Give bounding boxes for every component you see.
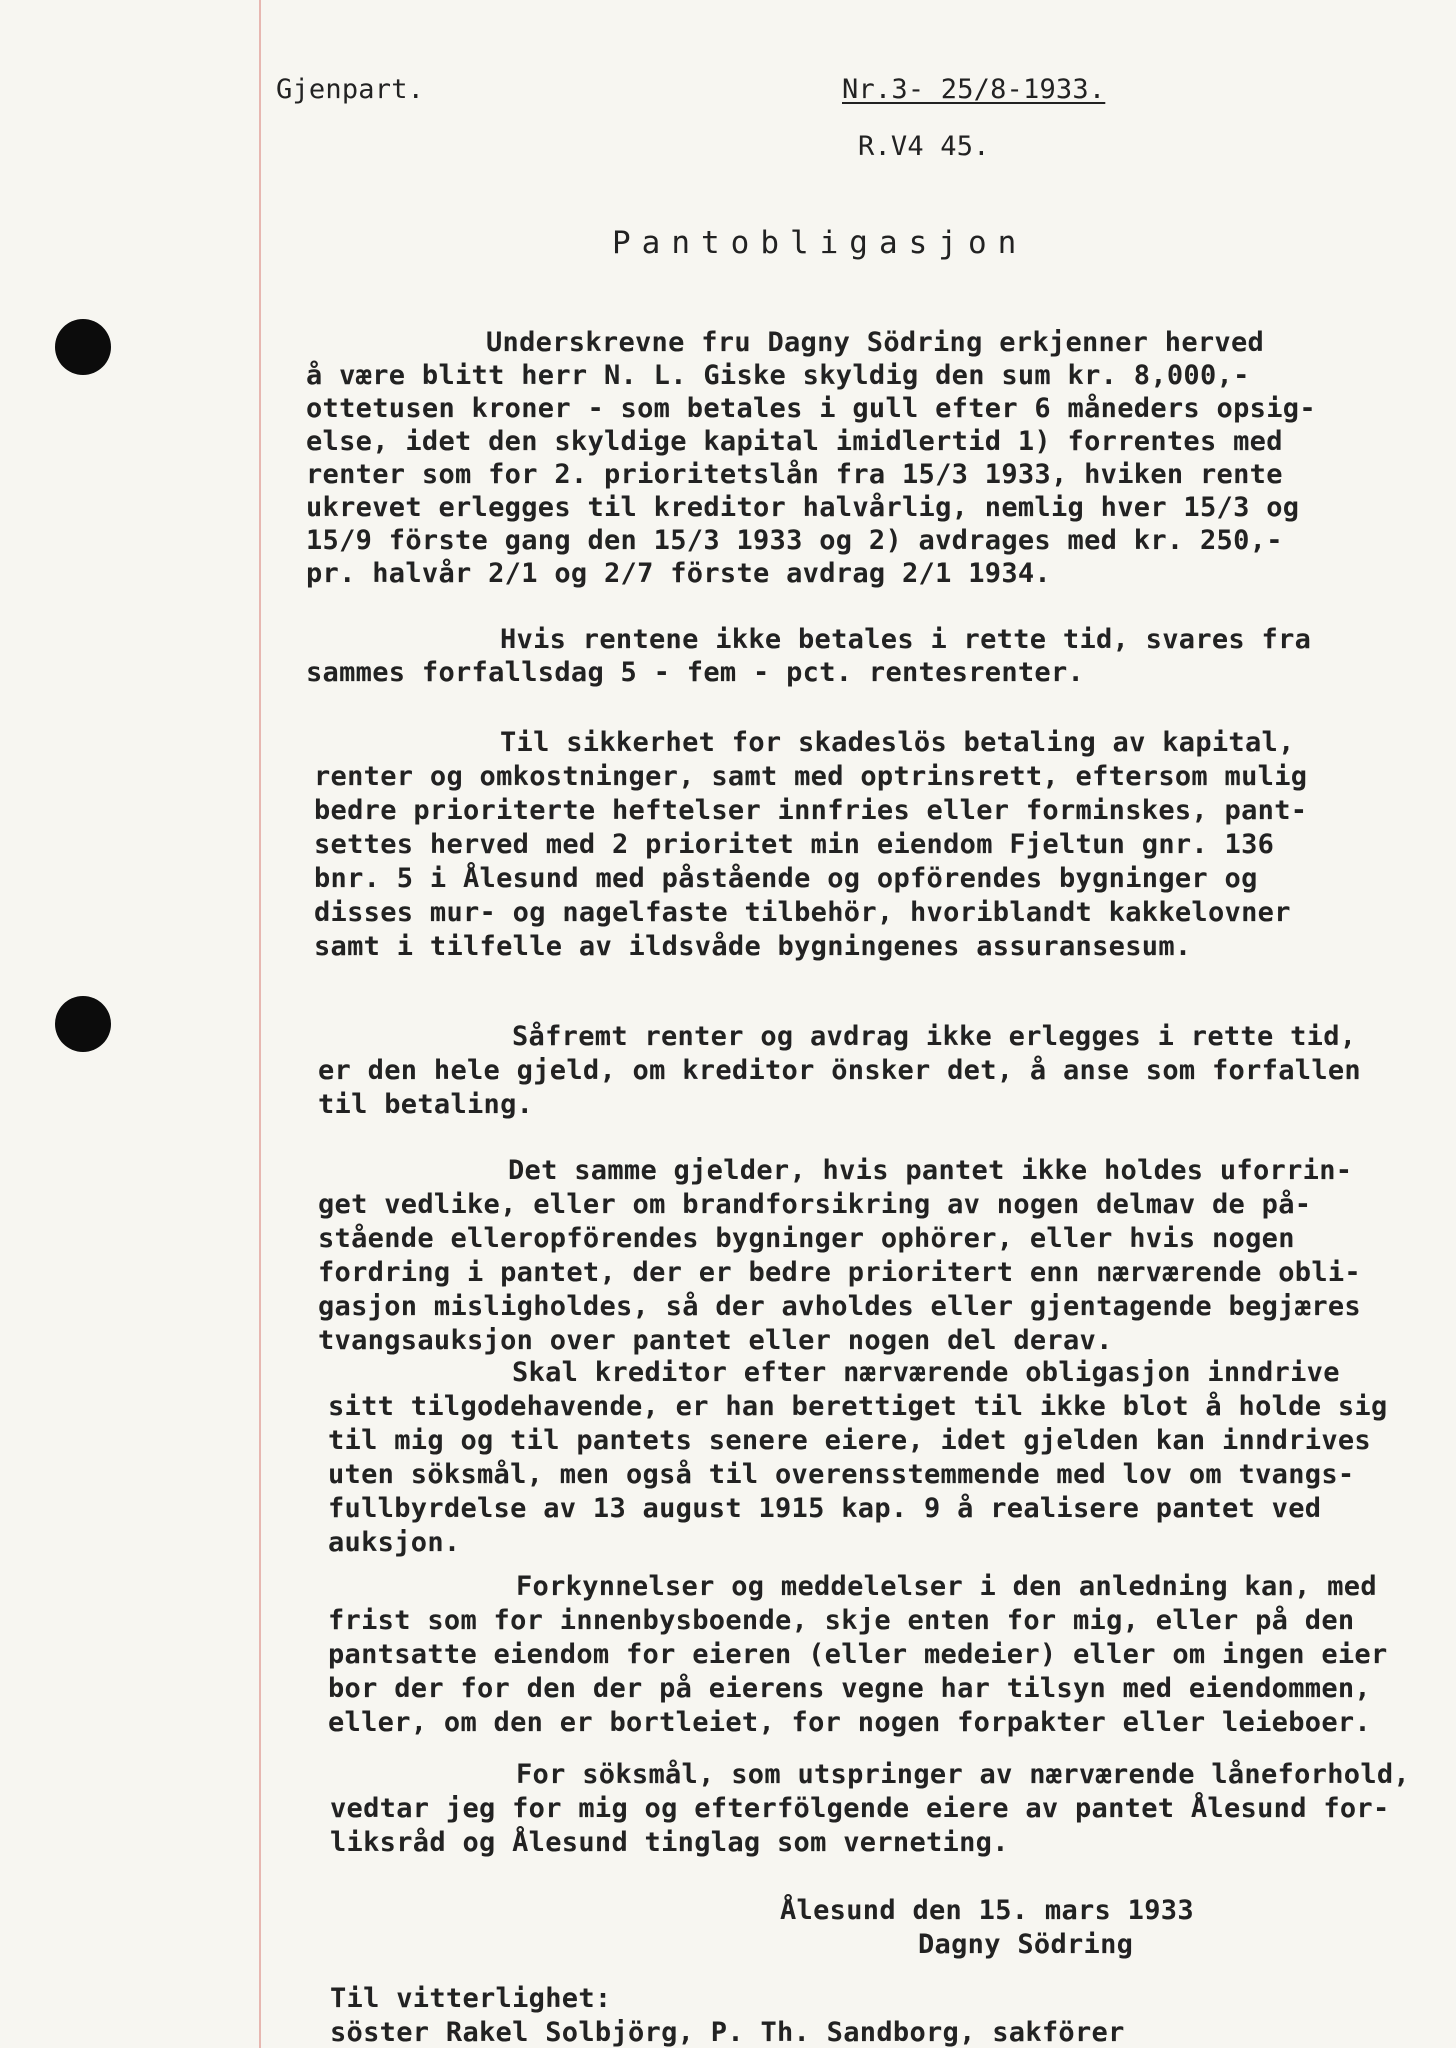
text-line: disses mur- og nagelfaste tilbehör, hvoriblandt kakkelovner [314,897,1291,928]
register-reference: R.V4 45. [858,131,990,162]
place-and-date: Ålesund den 15. mars 1933 [780,1895,1194,1926]
text-line: auksjon. [328,1527,461,1558]
text-line: samt i tilfelle av ildsvåde bygningenes assuransesum. [314,931,1192,962]
text-line: fordring i pantet, der er bedre prioritert enn nærværende obli- [318,1257,1361,1288]
text-line: liksråd og Ålesund tinglag som verneting. [330,1827,1009,1858]
text-line: frist som for innenbysboende, skje enten for mig, eller på den [328,1605,1355,1636]
signatory-name: Dagny Södring [918,1929,1134,1960]
text-line: pantsatte eiendom for eieren (eller medeier) eller om ingen eier [328,1639,1388,1670]
copy-label: Gjenpart. [276,74,425,105]
text-line: vedtar jeg for mig og efterfölgende eiere av pantet Ålesund for- [330,1793,1390,1824]
text-line: eller, om den er bortleiet, for nogen forpakter eller leieboer. [328,1707,1371,1738]
text-line: stående elleropförendes bygninger ophörer, eller hvis nogen [318,1223,1295,1254]
text-line: For söksmål, som utspringer av nærværende låneforhold, [516,1759,1410,1790]
text-line: bor der for den der på eierens vegne har tilsyn med eiendommen, [328,1673,1371,1704]
witness-label: Til vitterlighet: [330,1983,612,2014]
text-line: til mig og til pantets senere eiere, idet gjelden kan inndrives [328,1425,1371,1456]
text-line: sammes forfallsdag 5 - fem - pct. rentesrenter. [306,657,1085,688]
text-line: 15/9 förste gang den 15/3 1933 og 2) avdrages med kr. 250,- [306,525,1283,556]
punch-hole-middle [55,996,111,1052]
text-line: pr. halvår 2/1 og 2/7 förste avdrag 2/1 1934. [306,558,1051,589]
text-line: til betaling. [318,1089,534,1120]
text-line: bedre prioriterte heftelser innfries eller forminskes, pant- [314,795,1308,826]
text-line: Det samme gjelder, hvis pantet ikke holdes uforrin- [508,1155,1353,1186]
punch-hole-top [55,319,111,375]
text-line: Underskrevne fru Dagny Södring erkjenner herved [486,327,1265,358]
text-line: Skal kreditor efter nærværende obligasjon inndrive [512,1357,1340,1388]
margin-rule [259,0,261,2048]
text-line: fullbyrdelse av 13 august 1915 kap. 9 å realisere pantet ved [328,1493,1322,1524]
text-line: settes herved med 2 prioritet min eiendom Fjeltun gnr. 136 [314,829,1275,860]
text-line: sitt tilgodehavende, er han berettiget til ikke blot å holde sig [328,1391,1388,1422]
text-line: Til sikkerhet for skadeslös betaling av kapital, [500,727,1295,758]
text-line: tvangsauksjon over pantet eller nogen del derav. [318,1325,1113,1356]
text-line: uten söksmål, men også til overensstemmende med lov om tvangs- [328,1459,1355,1490]
text-line: Såfremt renter og avdrag ikke erlegges i rette tid, [512,1021,1357,1052]
reference-number: Nr.3- 25/8-1933. [842,74,1106,105]
text-line: gasjon misligholdes, så der avholdes eller gjentagende begjæres [318,1291,1361,1322]
text-line: renter og omkostninger, samt med optrinsrett, eftersom mulig [314,761,1308,792]
text-line: ottetusen kroner - som betales i gull efter 6 måneders opsig- [306,393,1316,424]
text-line: get vedlike, eller om brandforsikring av nogen delmav de på- [318,1189,1312,1220]
text-line: renter som for 2. prioritetslån fra 15/3 1933, hviken rente [306,459,1283,490]
text-line: Hvis rentene ikke betales i rette tid, svares fra [500,624,1312,655]
text-line: er den hele gjeld, om kreditor önsker det, å anse som forfallen [318,1055,1361,1086]
document-title: Pantobligasjon [612,225,1028,261]
text-line: ukrevet erlegges til kreditor halvårlig, nemlig hver 15/3 og [306,492,1300,523]
witness-names: söster Rakel Solbjörg, P. Th. Sandborg, sakförer [330,2017,1125,2048]
text-line: Forkynnelser og meddelelser i den anledning kan, med [516,1571,1377,1602]
text-line: bnr. 5 i Ålesund med påstående og opförendes bygninger og [314,863,1258,894]
text-line: å være blitt herr N. L. Giske skyldig den sum kr. 8,000,- [306,360,1250,391]
text-line: else, idet den skyldige kapital imidlertid 1) forrentes med [306,426,1283,457]
